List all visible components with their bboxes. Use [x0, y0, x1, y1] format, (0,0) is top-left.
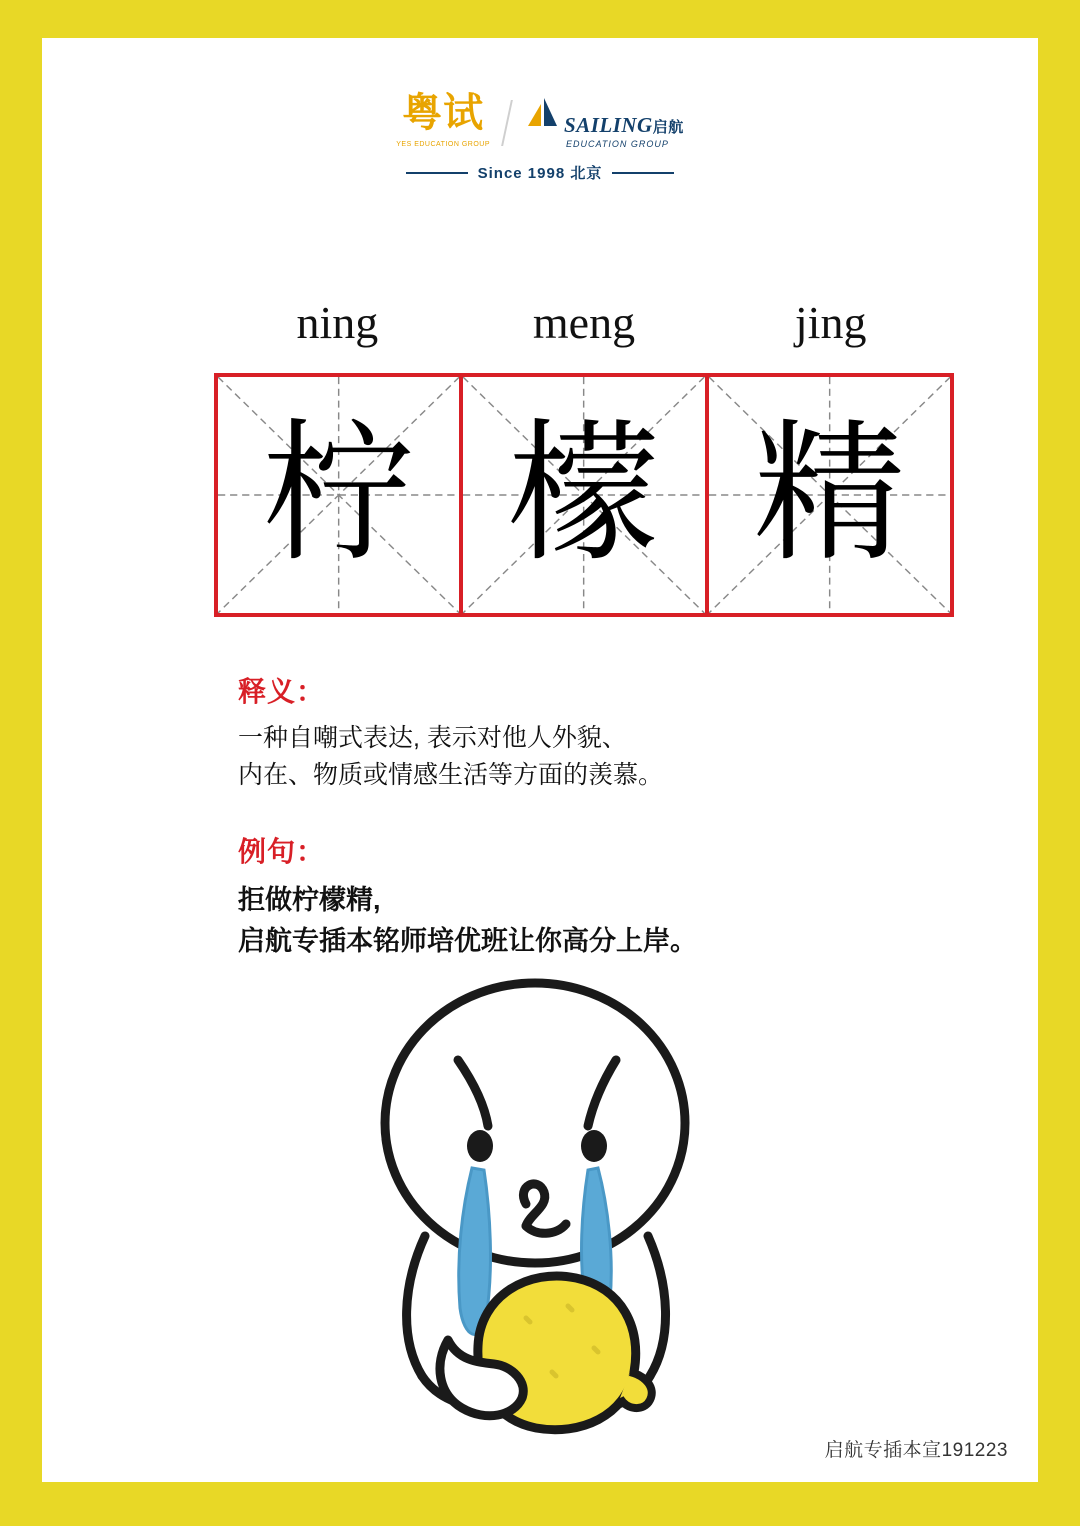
brand-logo [42, 90, 1038, 183]
logo-sail-row [524, 96, 684, 136]
logo-right [524, 96, 684, 149]
logo-left [396, 90, 491, 148]
since-row [406, 162, 675, 183]
logo-row [396, 90, 684, 149]
example-section [238, 830, 998, 961]
logo-divider [501, 100, 513, 146]
footer-credit: 启航专插本宣191223 [824, 1440, 1008, 1461]
hanzi-2: 檬 [507, 411, 660, 579]
logo-chinese-mark: 粤试 [402, 90, 485, 135]
definition-line-1: 一种自嘲式表达, 表示对他人外貌、 [238, 724, 627, 752]
since-line-left [406, 172, 468, 174]
pinyin-1: ning [296, 297, 379, 348]
definition-label: 释义： [238, 677, 326, 708]
example-line-2: 启航专插本铭师培优班让你高分上岸。 [238, 925, 697, 956]
pinyin-3: jing [794, 297, 867, 348]
definition-section [238, 670, 998, 794]
poster-card [42, 38, 1038, 1482]
grid-cell-2 [459, 373, 708, 617]
pinyin-row [214, 297, 954, 348]
example-label: 例句： [238, 837, 326, 868]
sailboat-icon [524, 96, 558, 136]
crying-figure-holding-lemon [42, 968, 1038, 1438]
pinyin-2: meng [532, 297, 636, 348]
example-line-1: 拒做柠檬精, [238, 885, 381, 915]
logo-english-name: SAILING启航 [564, 113, 684, 137]
grid-cell-3 [705, 373, 954, 617]
logo-english-subtitle: EDUCATION GROUP [566, 139, 669, 149]
since-line-right [612, 172, 674, 174]
grid-cell-1 [214, 373, 463, 617]
logo-chinese-subtitle: YES EDUCATION GROUP [396, 141, 491, 148]
since-text: Since 1998 北京 [477, 165, 603, 182]
hanzi-1: 柠 [262, 411, 415, 579]
definition-line-2: 内在、物质或情感生活等方面的羡慕。 [238, 761, 664, 789]
hanzi-3: 精 [753, 411, 906, 579]
character-grid [214, 373, 954, 617]
